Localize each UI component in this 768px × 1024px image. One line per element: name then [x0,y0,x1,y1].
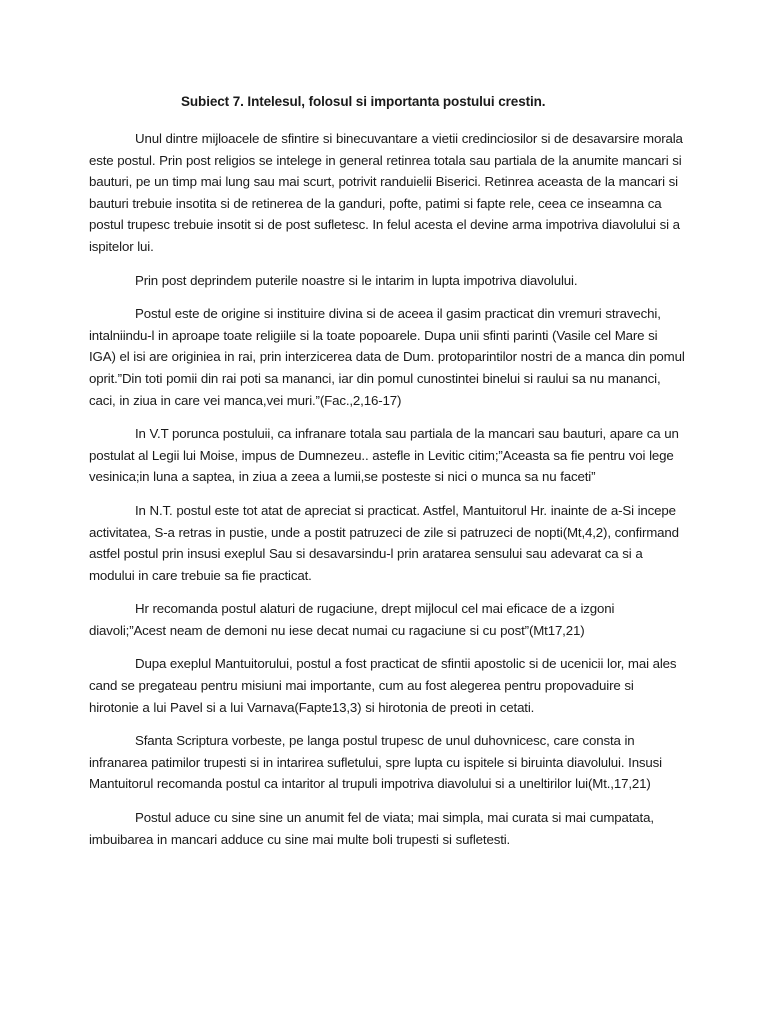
document-title: Subiect 7. Intelesul, folosul si importanta postului crestin. [181,94,546,109]
paragraph: Hr recomanda postul alaturi de rugaciune, drept mijlocul cel mai eficace de a izgoni diavoli;”Acest neam de demoni nu iese decat numai cu ragaciune si cu post”(Mt17,21) [89,601,615,638]
paragraph: Postul aduce cu sine sine un anumit fel de viata; mai simpla, mai curata si mai cumpatata, imbuibarea in mancari adduce cu sine mai multe boli trupesti si sufletesti. [89,810,654,847]
paragraph: In N.T. postul este tot atat de apreciat si practicat. Astfel, Mantuitorul Hr. inainte de a-Si incepe activitatea, S-a retras in pustie, unde a postit patruzeci de zile si patruzeci de nopti(Mt,4,2), confirmand astfel postul prin insusi exeplul Sau si desavarsindu-l prin aratarea sensului sau adevarat ca si a modului in care trebuie sa fie practicat. [89,502,679,583]
document-body [89,128,687,862]
paragraph: Unul dintre mijloacele de sfintire si binecuvantare a vietii credinciosilor si de desavarsire morala este postul. Prin post religios se intelege in general retinrea totala sau partiala de la anumite mancari si bauturi, pe un timp mai lung sau mai scurt, potrivit randuielii Biserici. Retinrea aceasta de la mancari si bauturi trebuie insotita si de retinerea de la ganduri, pofte, patimi si fapte rele, ceea ce inseamna ca postul trupesc trebuie insotit si de post sufletesc. In felul acesta el devine arma impotriva diavolului si a ispitelor lui. [89,131,683,254]
paragraph: Sfanta Scriptura vorbeste, pe langa postul trupesc de unul duhovnicesc, care consta in infranarea patimilor trupesti si in intarirea sufletului, spre lupta cu ispitele si biruinta diavolului. Insusi Mantuitorul recomanda postul ca intaritor al trupuli impotriva diavolului si a uneltirilor lui(Mt.,17,21) [89,733,662,792]
paragraph: Postul este de origine si instituire divina si de aceea il gasim practicat din vremuri stravechi, intalniindu-l in aproape toate religiile si la toate popoarele. Dupa unii sfinti parinti (Vasile cel Mare si IGA) el isi are originiea in rai, prin interzicerea data de Dum. protoparintilor nostri de a manca din pomul oprit.”Din toti pomii din rai poti sa mananci, iar din pomul cunostintei binelui si raului sa nu mananci, caci, in ziua in care vei manca,vei muri.”(Fac.,2,16-17) [89,306,685,408]
paragraph: In V.T porunca postuluii, ca infranare totala sau partiala de la mancari sau bauturi, apare ca un postulat al Legii lui Moise, impus de Dumnezeu.. astefle in Levitic citim;”Aceasta sa fie pentru voi lege vesinica;in luna a saptea, in ziua a zeea a lumii,se posteste si nici o munca sa nu faceti” [89,426,679,485]
paragraph: Dupa exeplul Mantuitorului, postul a fost practicat de sfintii apostolic si de ucenicii lor, mai ales cand se pregateau pentru misiuni mai importante, cum au fost alegerea pentru propovaduire si hirotonie a lui Pavel si a lui Varnava(Fapte13,3) si hirotonia de preoti in cetati. [89,656,677,715]
paragraph: Prin post deprindem puterile noastre si le intarim in lupta impotriva diavolului. [135,272,578,288]
